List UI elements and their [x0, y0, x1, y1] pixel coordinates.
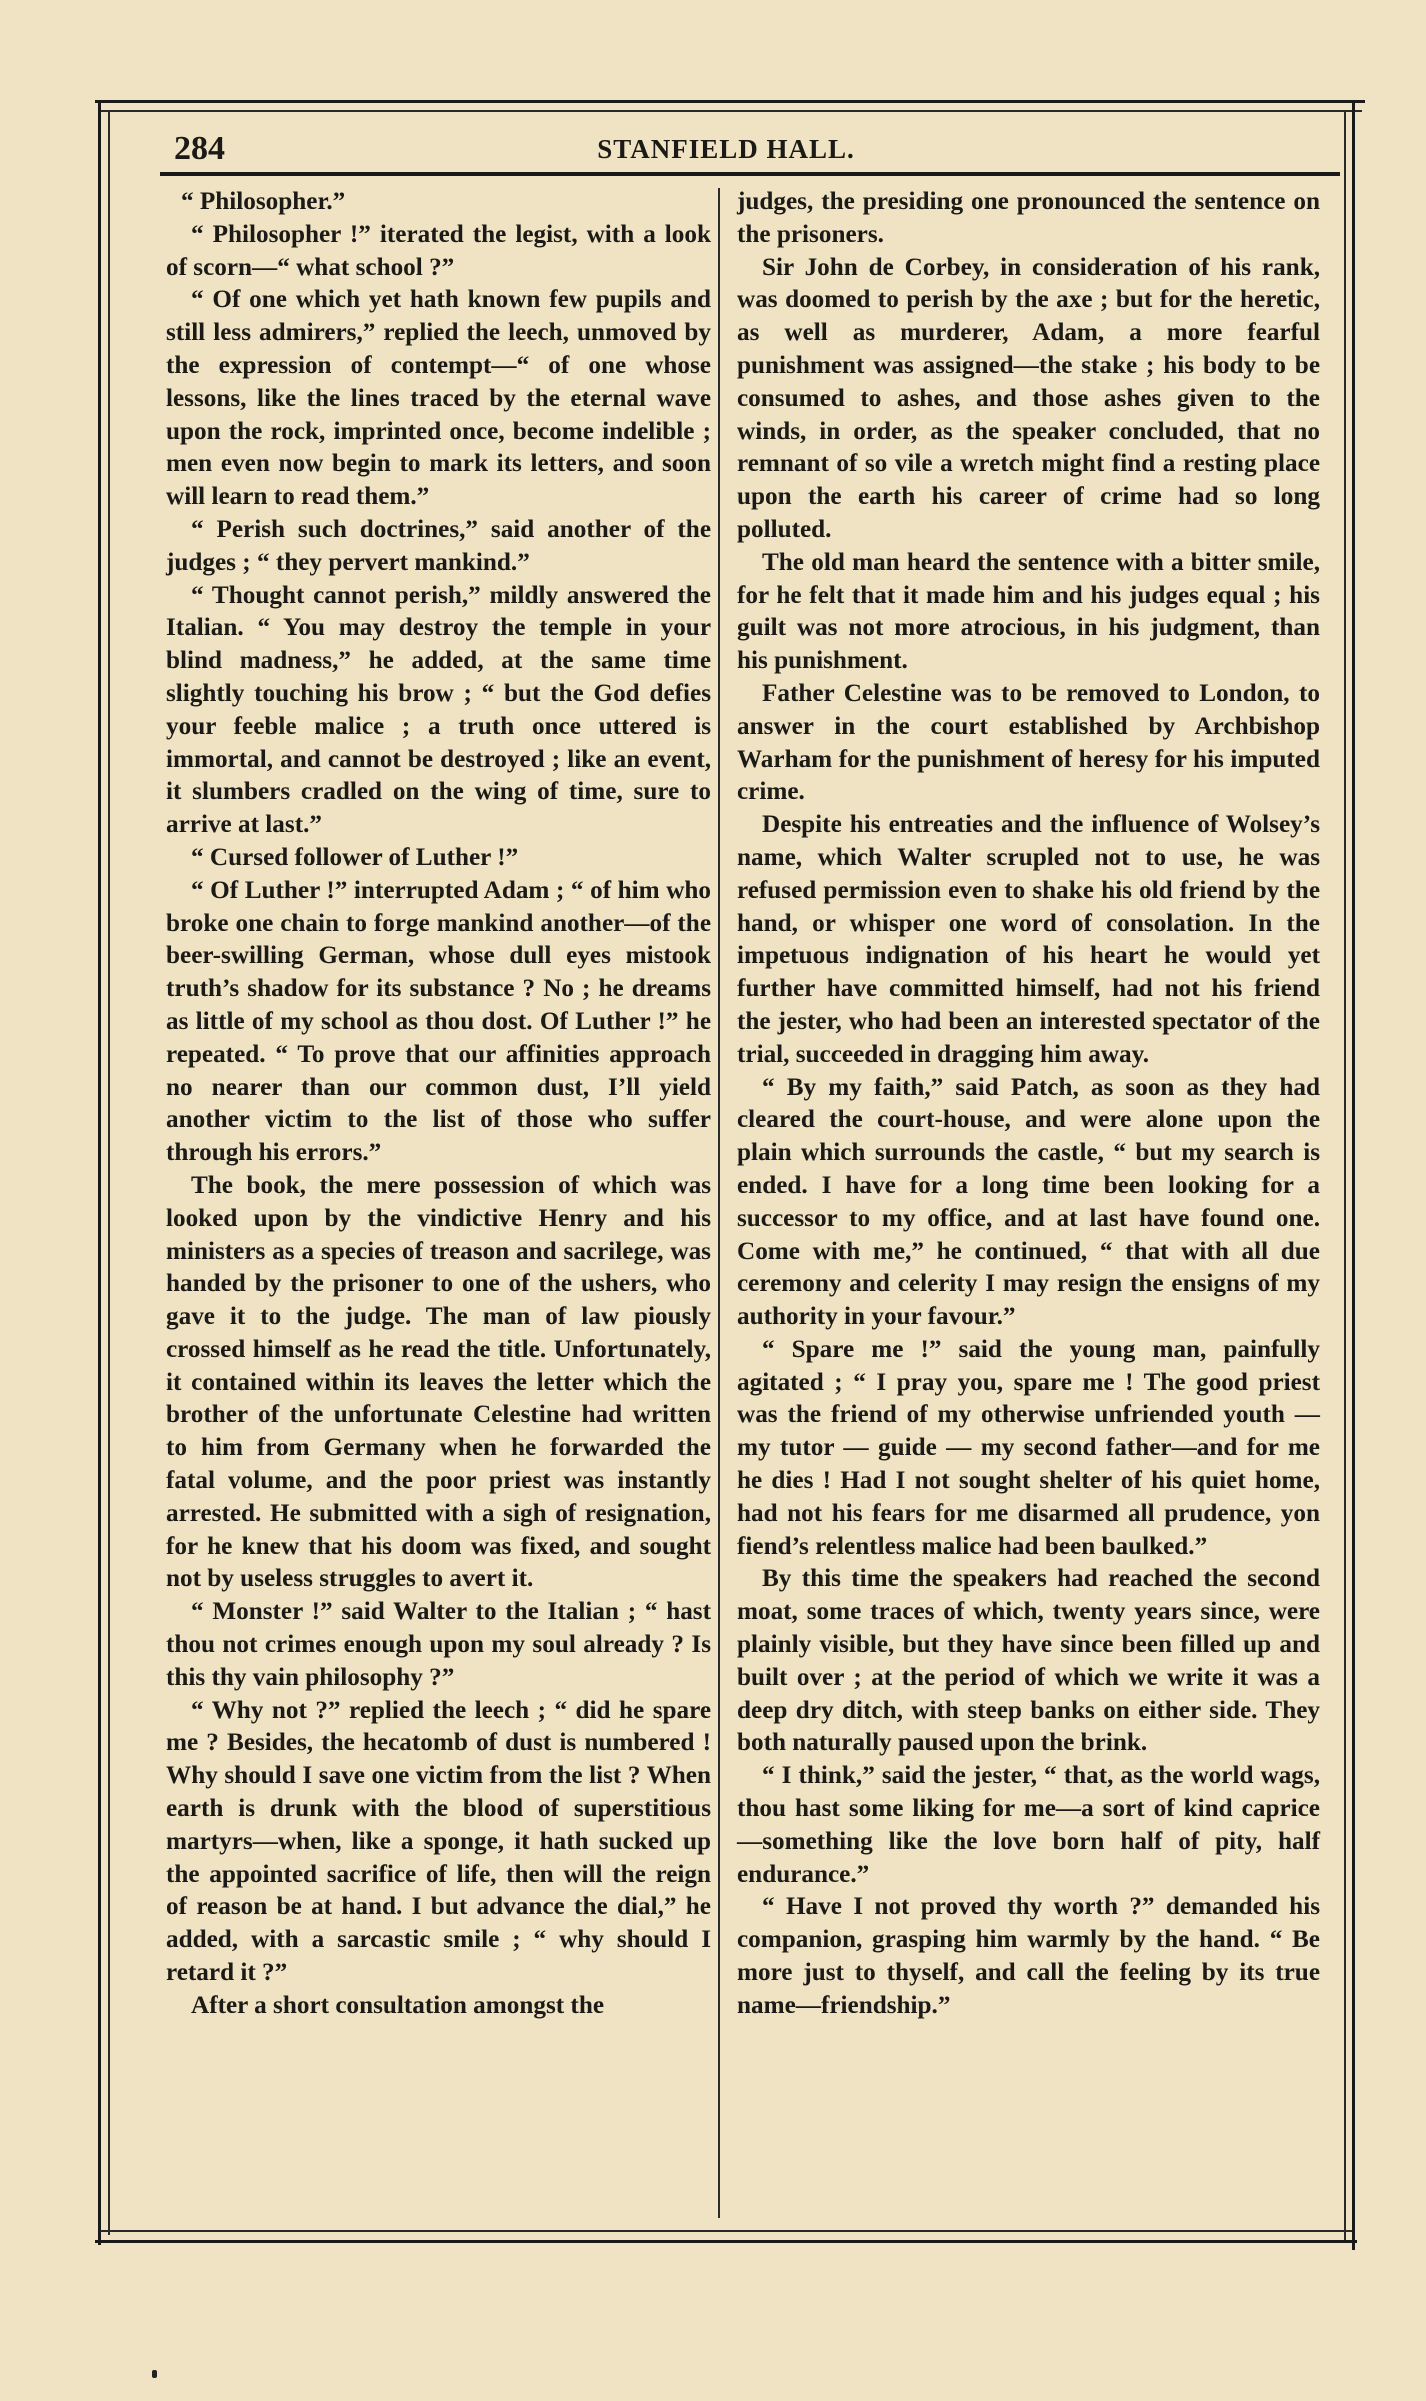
paragraph: “ Have I not proved thy worth ?” demanded his companion, grasping him warmly by the hand. “ Be more just to thyself, and call the feeling by its true name—friendship.” — [737, 1893, 1320, 2019]
frame-top-inner-rule — [100, 110, 1362, 112]
frame-top-outer-rule — [95, 100, 1365, 103]
paragraph: Sir John de Corbey, in consideration of his rank, was doomed to perish by the axe ; but for the heretic, as well as murderer, Adam, a more fearful punishment was assigned—the stake ; his body to be consumed to ashes, and those ashes given to the winds, in order, as the speaker concluded, that no remnant of so vile a wretch might find a resting place upon the earth his career of crime had so long polluted. — [737, 253, 1320, 543]
paragraph: By this time the speakers had reached the second moat, some traces of which, twenty years since, were plainly visible, but they have since been filled up and built over ; at the period of which we write it was a deep dry ditch, with steep banks on either side. They both naturally paused upon the brink. — [737, 1565, 1320, 1757]
frame-bottom-outer-rule — [95, 2240, 1357, 2243]
left-column — [166, 186, 711, 2023]
page-header — [110, 118, 1342, 178]
paragraph: “ By my faith,” said Patch, as soon as they had cleared the court-house, and were alone upon the plain which surrounds the castle, “ but my search is ended. I have for a long time been looking for a successor to my office, and at last have found one. Come with me,” he continued, “ that with all due ceremony and celerity I may resign the ensigns of my authority in your favour.” — [737, 1073, 1320, 1331]
frame-bottom-inner-rule — [100, 2230, 1352, 2232]
paragraph: “ Of Luther !” interrupted Adam ; “ of him who broke one chain to forge mankind another—of the beer-swilling German, whose dull eyes mistook truth’s shadow for its substance ? No ; he dreams as little of my school as thou dost. Of Luther !” he repeated. “ To prove that our affinities approach no nearer than our common dust, I’ll yield another victim to the list of those who suffer through his errors.” — [166, 876, 711, 1167]
paragraph: judges, the presiding one pronounced the sentence on the prisoners. — [737, 188, 1320, 248]
ink-speck — [152, 2370, 157, 2378]
paragraph: The old man heard the sentence with a bitter smile, for he felt that it made him and his judges equal ; his guilt was not more atrocious, in his judgment, than his punishment. — [737, 548, 1320, 675]
paragraph: “ Philosopher.” — [181, 188, 346, 215]
column-divider — [718, 188, 720, 2218]
paragraph: After a short consultation amongst the — [191, 1991, 605, 2019]
frame-left-inner-rule — [108, 110, 110, 2235]
paragraph: “ Why not ?” replied the leech ; “ did he spare me ? Besides, the hecatomb of dust is numbered ! Why should I save one victim from the list ? When earth is drunk with the blood of superstitious martyrs—when, like a sponge, it hath sucked up the appointed sacrifice of life, then will the reign of reason be at hand. I but advance the dial,” he added, with a sarcastic smile ; “ why should I retard it ?” — [166, 1696, 711, 1987]
paragraph: Father Celestine was to be removed to London, to answer in the court established by Archbishop Warham for the punishment of heresy for his imputed crime. — [737, 679, 1320, 806]
paragraph: “ I think,” said the jester, “ that, as the world wags, thou hast some liking for me—a sort of kind caprice—something like the love born half of pity, half endurance.” — [737, 1762, 1320, 1888]
right-column — [737, 186, 1320, 2023]
header-rule — [160, 172, 1340, 176]
paragraph: Despite his entreaties and the influence of Wolsey’s name, which Walter scrupled not to use, he was refused permission even to shake his old friend by the hand, or whisper one word of consolation. In the impetuous indignation of his heart he would yet further have committed himself, had not his friend the jester, who had been an interested spectator of the trial, succeeded in dragging him away. — [737, 811, 1320, 1068]
frame-right-inner-rule — [1344, 110, 1346, 2240]
paragraph: “ Spare me !” said the young man, painfully agitated ; “ I pray you, spare me ! The good priest was the friend of my otherwise unfriended youth — my tutor — guide — my second father—and for me he dies ! Had I not sought shelter of his quiet home, had not his fears for me disarmed all prudence, yon fiend’s relentless malice had been baulked.” — [737, 1335, 1320, 1560]
paragraph: “ Monster !” said Walter to the Italian ; “ hast thou not crimes enough upon my soul already ? Is this thy vain philosophy ?” — [166, 1598, 711, 1691]
paragraph: “ Perish such doctrines,” said another of the judges ; “ they pervert mankind.” — [166, 515, 711, 576]
frame-right-outer-rule — [1352, 100, 1355, 2250]
paragraph: “ Cursed follower of Luther !” — [191, 843, 519, 871]
frame-left-outer-rule — [98, 100, 101, 2245]
paragraph: The book, the mere possession of which was looked upon by the vindictive Henry and his ministers as a species of treason and sacrilege, was handed by the prisoner to one of the ushers, who gave it to the judge. The man of law piously crossed himself as he read the title. Unfortunately, it contained within its leaves the letter which the brother of the unfortunate Celestine had written to him from Germany when he forwarded the fatal volume, and the poor priest was instantly arrested. He submitted with a sigh of resignation, for he knew that his doom was fixed, and sought not by useless struggles to avert it. — [166, 1171, 711, 1593]
page-number: 284 — [174, 130, 225, 167]
paragraph: “ Of one which yet hath known few pupils and still less admirers,” replied the leech, unmoved by the expression of contempt—“ of one whose lessons, like the lines traced by the eternal wave upon the rock, imprinted once, become indelible ; men even now begin to mark its letters, and soon will learn to read them.” — [166, 286, 711, 511]
paragraph: “ Philosopher !” iterated the legist, with a look of scorn—“ what school ?” — [166, 220, 711, 281]
running-title: STANFIELD HALL. — [597, 134, 855, 164]
paragraph: “ Thought cannot perish,” mildly answered the Italian. “ You may destroy the temple in your blind madness,” he added, at the same time slightly touching his brow ; “ but the God defies your feeble malice ; a truth once uttered is immortal, and cannot be destroyed ; like an event, it slumbers cradled on the wing of time, sure to arrive at last.” — [166, 581, 711, 839]
